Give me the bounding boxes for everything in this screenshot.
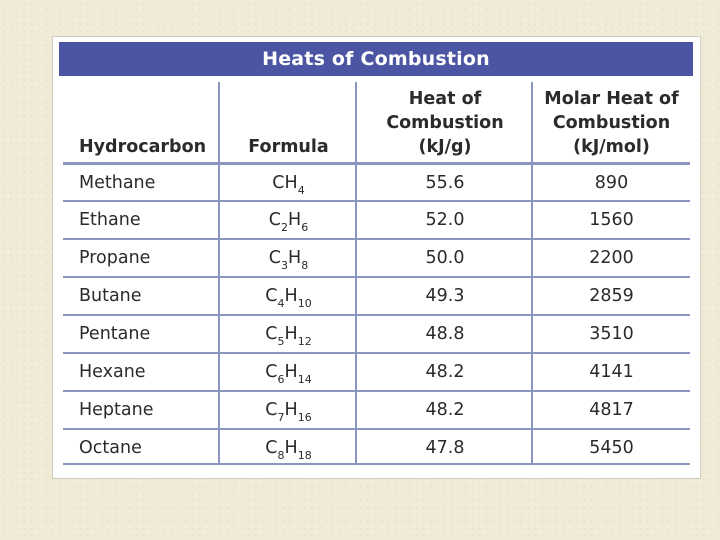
heat-of-combustion-value: 48.2 — [425, 400, 465, 420]
formula — [220, 316, 357, 352]
table-row — [63, 276, 690, 314]
table-row — [63, 390, 690, 428]
formula-subscript: 2 — [281, 221, 289, 234]
column-divider — [355, 82, 357, 464]
heat-of-combustion-value: 55.6 — [425, 173, 465, 193]
formula — [220, 165, 357, 201]
molar-heat-value: 2859 — [589, 286, 634, 306]
formula-element: C — [272, 173, 285, 193]
formula — [220, 354, 357, 390]
formula-element: C — [268, 210, 282, 230]
header-hydrocarbon: Hydrocarbon — [79, 137, 207, 157]
header-heat-of-combustion: Heat of Combustion (kJ/g) — [386, 89, 504, 157]
table-row — [63, 428, 690, 466]
formula — [220, 202, 357, 238]
formula-subscript: 8 — [277, 449, 285, 462]
heat-of-combustion-value: 48.2 — [425, 362, 465, 382]
table-row — [63, 352, 690, 390]
formula-element: H — [288, 248, 302, 268]
header-formula: Formula — [248, 137, 329, 157]
formula-element: H — [284, 362, 298, 382]
hydrocarbon-name: Pentane — [79, 324, 151, 344]
hydrocarbon-name: Propane — [79, 248, 151, 268]
formula-subscript: 6 — [301, 221, 309, 234]
formula-element: C — [265, 400, 278, 420]
column-divider — [531, 82, 533, 464]
hydrocarbon-name: Heptane — [79, 400, 154, 420]
formula-element: C — [265, 286, 278, 306]
table-row — [63, 200, 690, 238]
table-header-row — [63, 76, 690, 162]
formula-subscript: 7 — [277, 411, 285, 424]
heat-of-combustion-value: 47.8 — [425, 438, 465, 458]
heat-of-combustion-value: 50.0 — [425, 248, 465, 268]
molar-heat-value: 3510 — [589, 324, 634, 344]
formula-element: H — [288, 210, 302, 230]
formula-subscript: 5 — [277, 335, 285, 348]
heats-of-combustion-table — [63, 76, 690, 466]
table-bottom-rule — [63, 463, 690, 465]
hydrocarbon-name: Hexane — [79, 362, 146, 382]
table-row — [63, 238, 690, 276]
formula-subscript: 10 — [297, 297, 312, 310]
formula-subscript: 16 — [297, 411, 312, 424]
hydrocarbon-name: Methane — [79, 173, 156, 193]
formula-subscript: 12 — [297, 335, 312, 348]
table-row — [63, 314, 690, 352]
formula-element: C — [268, 248, 282, 268]
table-body — [63, 162, 690, 466]
table-row — [63, 162, 690, 200]
column-divider — [218, 82, 220, 464]
formula — [220, 430, 357, 466]
formula — [220, 278, 357, 314]
formula-element: H — [284, 324, 298, 344]
molar-heat-value: 890 — [594, 173, 629, 193]
formula-subscript: 3 — [281, 259, 289, 272]
hydrocarbon-name: Butane — [79, 286, 142, 306]
table-title: Heats of Combustion — [59, 42, 693, 76]
header-molar-heat-of-combustion: Molar Heat of Combustion (kJ/mol) — [544, 89, 679, 157]
formula-element: H — [284, 400, 298, 420]
molar-heat-value: 1560 — [589, 210, 634, 230]
molar-heat-value: 5450 — [589, 438, 634, 458]
molar-heat-value: 2200 — [589, 248, 634, 268]
molar-heat-value: 4141 — [589, 362, 634, 382]
formula-element: H — [284, 286, 298, 306]
hydrocarbon-name: Octane — [79, 438, 142, 458]
formula-subscript: 6 — [277, 373, 285, 386]
formula-subscript: 8 — [301, 259, 309, 272]
formula-subscript: 4 — [297, 184, 305, 197]
formula-element: C — [265, 324, 278, 344]
molar-heat-value: 4817 — [589, 400, 634, 420]
formula — [220, 240, 357, 276]
heat-of-combustion-value: 49.3 — [425, 286, 465, 306]
heat-of-combustion-value: 52.0 — [425, 210, 465, 230]
formula-element: H — [284, 173, 298, 193]
formula-subscript: 4 — [277, 297, 285, 310]
hydrocarbon-name: Ethane — [79, 210, 141, 230]
formula-subscript: 14 — [297, 373, 312, 386]
formula — [220, 392, 357, 428]
heat-of-combustion-value: 48.8 — [425, 324, 465, 344]
formula-subscript: 18 — [297, 449, 312, 462]
formula-element: C — [265, 438, 278, 458]
formula-element: C — [265, 362, 278, 382]
formula-element: H — [284, 438, 298, 458]
